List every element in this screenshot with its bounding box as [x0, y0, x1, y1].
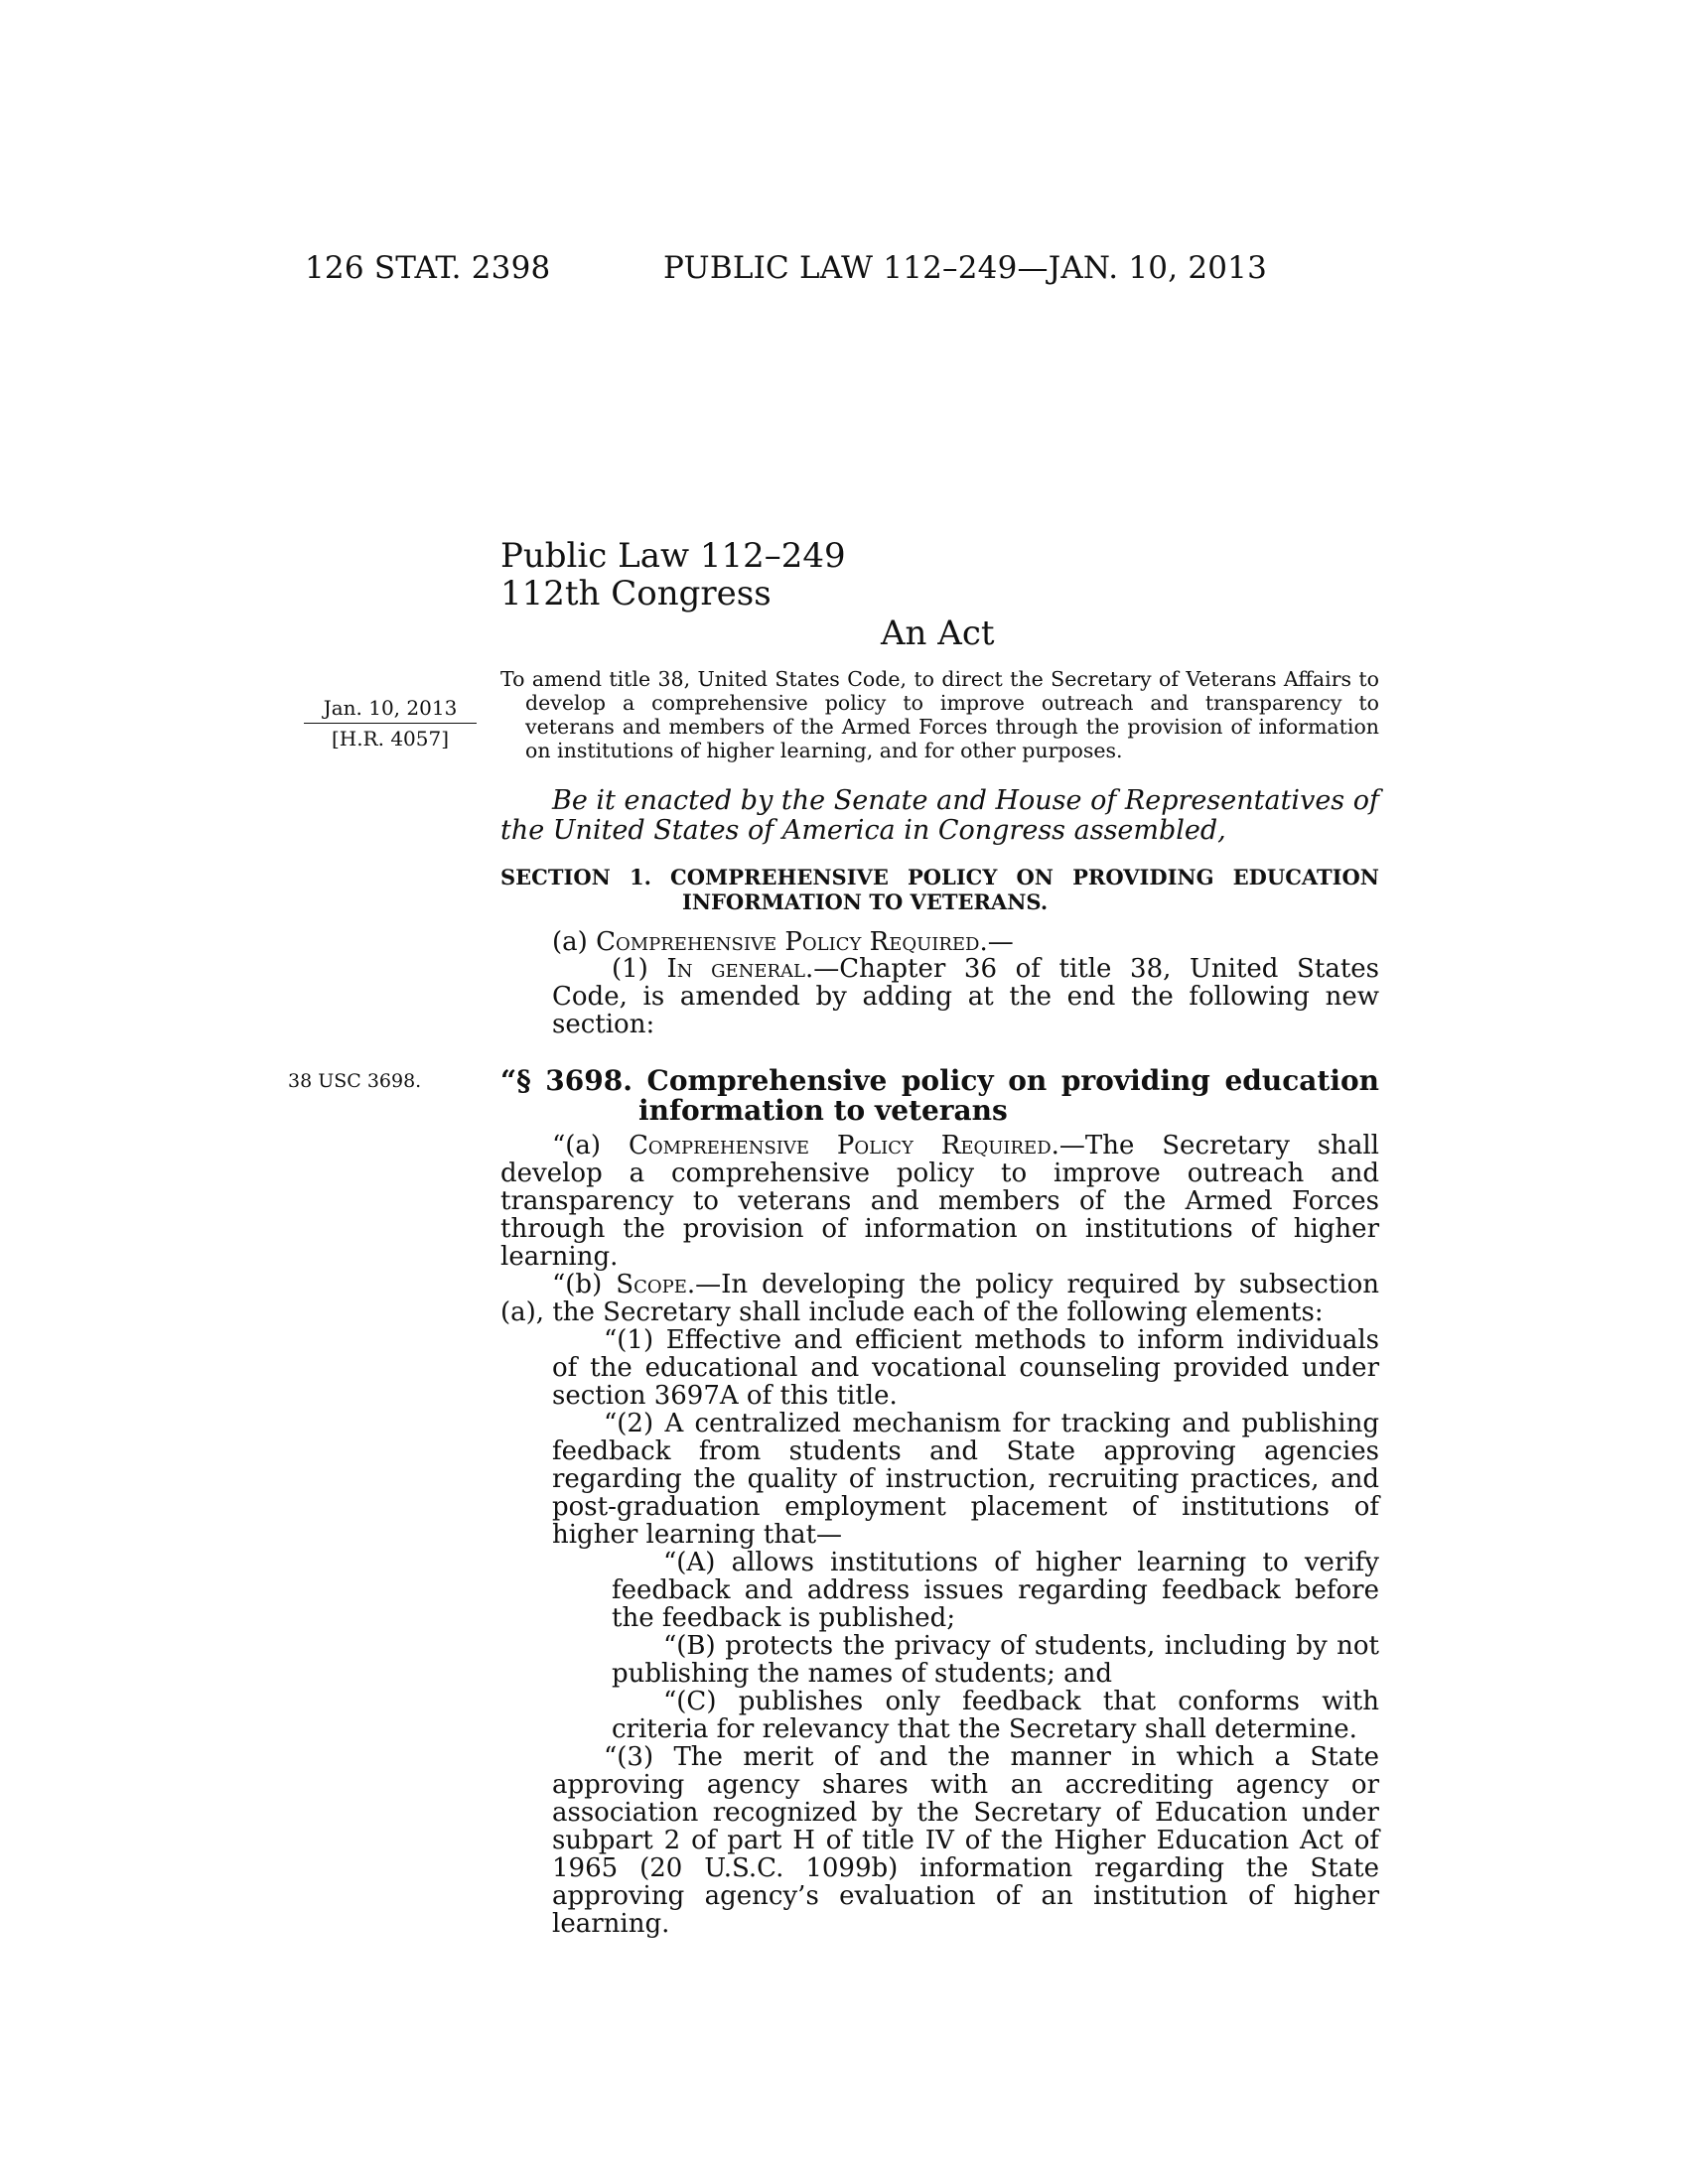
stat-citation: 126 STAT. 2398: [305, 250, 551, 286]
enacting-text: Be it enacted by the Senate and House of Representatives of the United States of America in Congress assembled,: [500, 785, 1379, 846]
subsection-a-label: “(a): [552, 1131, 629, 1160]
section-1-heading: [500, 865, 1379, 914]
subsection-a: [500, 1132, 1379, 1271]
subsection-b: [500, 1271, 1379, 1326]
bill-number: [H.R. 4057]: [331, 727, 450, 751]
element-2-c: “(C) publishes only feedback that conforms with criteria for relevancy that the Secretary shall determine.: [612, 1687, 1379, 1744]
subsection-b-title: Scope.: [616, 1270, 696, 1299]
enacting-clause: [500, 786, 1379, 846]
paragraph-1: [552, 955, 1379, 1038]
element-2-b: “(B) protects the privacy of students, including by not publishing the names of students; and: [612, 1631, 1379, 1689]
subsection-a-title: Comprehensive Policy Required.: [596, 927, 988, 957]
paragraph-1-text: —Chapter 36 of title 38, United States Code, is amended by adding at the end the following new section:: [552, 954, 1379, 1039]
congress-label: 112th Congress: [500, 574, 772, 614]
purpose-statement: [500, 667, 1379, 762]
section-3698-body: [500, 1132, 1379, 1938]
section-3698-heading: [500, 1066, 1379, 1126]
section-1-heading-text: SECTION 1. COMPREHENSIVE POLICY ON PROVIDING EDUCATION INFORMATION TO VETERANS.: [500, 865, 1379, 914]
subsection-a-label: (a): [552, 927, 597, 957]
element-2-a: “(A) allows institutions of higher learning to verify feedback and address issues regarding feedback before the feedback is published;: [612, 1548, 1379, 1633]
purpose-text: To amend title 38, United States Code, to direct the Secretary of Veterans Affairs to develop a comprehensive policy to improve outreach and transparency to veterans and members of the Armed Forces through the provision of information on institutions of higher learning, and for other purposes.: [500, 667, 1379, 762]
subsection-a-text: —The Secretary shall develop a comprehensive policy to improve outreach and transparency to veterans and members of the Armed Forces through the provision of information on institutions of higher learning.: [500, 1131, 1379, 1272]
margin-note-date: [304, 693, 477, 753]
element-2: “(2) A centralized mechanism for tracking and publishing feedback from students and State approving agencies regarding the quality of instruction, recruiting practices, and post-graduation employment placement of institutions of higher learning that—: [552, 1409, 1379, 1550]
subsection-a-heading: [552, 927, 1014, 957]
margin-note-usc: 38 USC 3698.: [288, 1070, 422, 1092]
paragraph-1-label: (1): [612, 954, 667, 984]
paragraph-1-title: In general.: [666, 954, 814, 984]
enactment-date: Jan. 10, 2013: [323, 696, 458, 720]
public-law-title: Public Law 112–249: [500, 536, 846, 576]
subsection-b-label: “(b): [552, 1270, 617, 1299]
element-3: “(3) The merit of and the manner in which a State approving agency shares with an accrediting agency or association recognized by the Secretary of Education under subpart 2 of part H of title IV of the Higher Education Act of 1965 (20 U.S.C. 1099b) information regarding the State approving agency’s evaluation of an institution of higher learning.: [552, 1742, 1379, 1939]
running-header: PUBLIC LAW 112–249—JAN. 10, 2013: [663, 250, 1268, 286]
act-heading: An Act: [881, 614, 995, 653]
element-1: “(1) Effective and efficient methods to inform individuals of the educational and vocational counseling provided under section 3697A of this title.: [552, 1325, 1379, 1411]
subsection-b-text: —In developing the policy required by subsection (a), the Secretary shall include each of the following elements:: [500, 1270, 1379, 1327]
subsection-a-title: Comprehensive Policy Required.: [628, 1131, 1059, 1160]
section-3698-heading-text: “§ 3698. Comprehensive policy on providing education information to veterans: [500, 1064, 1379, 1127]
subsection-a-dash: —: [987, 927, 1014, 957]
